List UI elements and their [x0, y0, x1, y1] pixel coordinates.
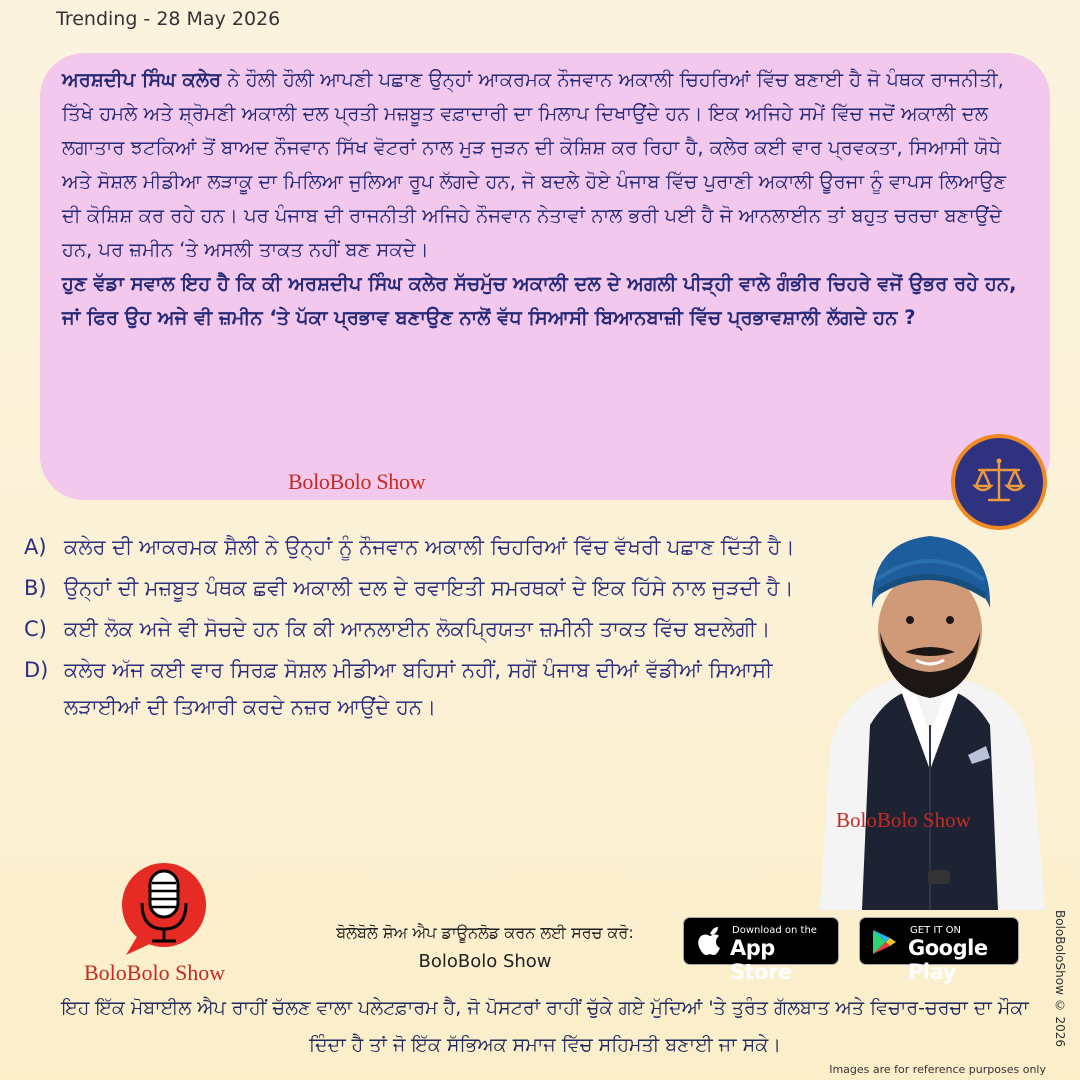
apple-icon [697, 926, 723, 956]
person-photo [800, 520, 1060, 910]
google-play-button[interactable] [859, 917, 1019, 984]
app-store-button[interactable] [683, 917, 839, 984]
option-b[interactable] [24, 570, 814, 607]
topic-badge [951, 434, 1047, 530]
google-play-small: GET IT ON [910, 925, 961, 936]
app-name: BoloBolo Show [418, 951, 552, 972]
search-prompt: ਬੋਲੋਬੋਲੋ ਸ਼ੋਅ ਐਪ ਡਾਊਨਲੋਡ ਕਰਨ ਲਈ ਸਰਚ ਕਰੋ: [336, 923, 634, 942]
answer-options [24, 529, 814, 730]
question-text [62, 63, 1030, 335]
disclaimer: Images are for reference purposes only [829, 1063, 1046, 1076]
option-d[interactable] [24, 652, 814, 726]
option-text: ਕਲੇਰ ਅੱਜ ਕਈ ਵਾਰ ਸਿਰਫ਼ ਸੋਸ਼ਲ ਮੀਡੀਆ ਬਹਿਸਾਂ ਨਹੀਂ, ਸਗੋਂ ਪੰਜਾਬ ਦੀਆਂ ਵੱਡੀਆਂ ਸਿਆਸੀ ਲੜਾਈਆਂ ਦੀ ਤਿਆਰੀ ਕਰਦੇ ਨਜ਼ਰ ਆਉਂਦੇ ਹਨ। [64, 658, 773, 719]
option-key: D) [24, 658, 49, 682]
main-question: ਹੁਣ ਵੱਡਾ ਸਵਾਲ ਇਹ ਹੈ ਕਿ ਕੀ ਅਰਸ਼ਦੀਪ ਸਿੰਘ ਕਲੇਰ ਸੱਚਮੁੱਚ ਅਕਾਲੀ ਦਲ ਦੇ ਅਗਲੀ ਪੀੜ੍ਹੀ ਵਾਲੇ ਗੰਭੀਰ ਚਿਹਰੇ ਵਜੋਂ ਉਭਰ ਰਹੇ ਹਨ, ਜਾਂ ਫਿਰ ਉਹ ਅਜੇ ਵੀ ਜ਼ਮੀਨ ‘ਤੇ ਪੱਕਾ ਪ੍ਰਭਾਵ ਬਣਾਉਣ ਨਾਲੋਂ ਵੱਧ ਸਿਆਸੀ ਬਿਆਨਬਾਜ਼ੀ ਵਿੱਚ ਪ੍ਰਭਾਵਸ਼ਾਲੀ ਲੱਗਦੇ ਹਨ ? [62, 272, 1017, 329]
option-key: B) [24, 576, 47, 600]
google-play-icon [870, 928, 898, 956]
photo-brand-watermark: BoloBolo Show [836, 808, 971, 832]
app-store-label: App Store [730, 936, 792, 984]
platform-description: ਇਹ ਇੱਕ ਮੋਬਾਈਲ ਐਪ ਰਾਹੀਂ ਚੱਲਣ ਵਾਲਾ ਪਲੇਟਫ਼ਾਰਮ ਹੈ, ਜੋ ਪੋਸਟਰਾਂ ਰਾਹੀਂ ਚੁੱਕੇ ਗਏ ਮੁੱਦਿਆਂ 'ਤੇ ਤੁਰੰਤ ਗੱਲਬਾਤ ਅਤੇ ਵਿਚਾਰ-ਚਰਚਾ ਦਾ ਮੌਕਾ ਦਿੰਦਾ ਹੈ ਤਾਂ ਜੋ ਇੱਕ ਸੱਭਿਅਕ ਸਮਾਜ ਵਿੱਚ ਸਹਿਮਤੀ ਬਣਾਈ ਜਾ ਸਕੇ। [61, 997, 1029, 1056]
download-prompt [290, 918, 680, 976]
app-store-small: Download on the [732, 925, 817, 936]
subject-name: ਅਰਸ਼ਦੀਪ ਸਿੰਘ ਕਲੇਰ [62, 68, 222, 91]
option-a[interactable] [24, 529, 814, 566]
option-text: ਕਈ ਲੋਕ ਅਜੇ ਵੀ ਸੋਚਦੇ ਹਨ ਕਿ ਕੀ ਆਨਲਾਈਨ ਲੋਕਪ੍ਰਿਯਤਾ ਜ਼ਮੀਨੀ ਤਾਕਤ ਵਿੱਚ ਬਦਲੇਗੀ। [64, 617, 771, 641]
trending-date: Trending - 28 May 2026 [56, 8, 281, 30]
microphone-icon [112, 855, 216, 959]
logo-text: BoloBolo Show [84, 960, 226, 985]
option-key: A) [24, 535, 47, 559]
option-key: C) [24, 617, 47, 641]
option-text: ਕਲੇਰ ਦੀ ਆਕਰਮਕ ਸ਼ੈਲੀ ਨੇ ਉਨ੍ਹਾਂ ਨੂੰ ਨੌਜਵਾਨ ਅਕਾਲੀ ਚਿਹਰਿਆਂ ਵਿੱਚ ਵੱਖਰੀ ਪਛਾਣ ਦਿੱਤੀ ਹੈ। [64, 535, 795, 559]
card-brand-watermark: BoloBolo Show [288, 469, 426, 494]
option-text: ਉਨ੍ਹਾਂ ਦੀ ਮਜ਼ਬੂਤ ਪੰਥਕ ਛਵੀ ਅਕਾਲੀ ਦਲ ਦੇ ਰਵਾਇਤੀ ਸਮਰਥਕਾਂ ਦੇ ਇਕ ਹਿੱਸੇ ਨਾਲ ਜੁੜਦੀ ਹੈ। [64, 576, 794, 600]
question-body: ਨੇ ਹੌਲੀ ਹੌਲੀ ਆਪਣੀ ਪਛਾਣ ਉਨ੍ਹਾਂ ਆਕਰਮਕ ਨੌਜਵਾਨ ਅਕਾਲੀ ਚਿਹਰਿਆਂ ਵਿੱਚ ਬਣਾਈ ਹੈ ਜੋ ਪੰਥਕ ਰਾਜਨੀਤੀ, ਤਿੱਖੇ ਹਮਲੇ ਅਤੇ ਸ਼੍ਰੋਮਣੀ ਅਕਾਲੀ ਦਲ ਪ੍ਰਤੀ ਮਜ਼ਬੂਤ ਵਫ਼ਾਦਾਰੀ ਦਾ ਮਿਲਾਪ ਦਿਖਾਉਂਦੇ ਹਨ। ਇਕ ਅਜਿਹੇ ਸਮੇਂ ਵਿੱਚ ਜਦੋਂ ਅਕਾਲੀ ਦਲ ਲਗਾਤਾਰ ਝਟਕਿਆਂ ਤੋਂ ਬਾਅਦ ਨੌਜਵਾਨ ਸਿੱਖ ਵੋਟਰਾਂ ਨਾਲ ਮੁੜ ਜੁੜਨ ਦੀ ਕੋਸ਼ਿਸ਼ ਕਰ ਰਿਹਾ ਹੈ, ਕਲੇਰ ਕਈ ਵਾਰ ਪ੍ਰਵਕਤਾ, ਸਿਆਸੀ ਯੋਧੇ ਅਤੇ ਸੋਸ਼ਲ ਮੀਡੀਆ ਲੜਾਕੂ ਦਾ ਮਿਲਿਆ ਜੁਲਿਆ ਰੂਪ ਲੱਗਦੇ ਹਨ, ਜੋ ਬਦਲੇ ਹੋਏ ਪੰਜਾਬ ਵਿੱਚ ਪੁਰਾਣੀ ਅਕਾਲੀ ਊਰਜਾ ਨੂੰ ਵਾਪਸ ਲਿਆਉਣ ਦੀ ਕੋਸ਼ਿਸ਼ ਕਰ ਰਹੇ ਹਨ। ਪਰ ਪੰਜਾਬ ਦੀ ਰਾਜਨੀਤੀ ਅਜਿਹੇ ਨੌਜਵਾਨ ਨੇਤਾਵਾਂ ਨਾਲ ਭਰੀ ਪਈ ਹੈ ਜੋ ਆਨਲਾਈਨ ਤਾਂ ਬਹੁਤ ਚਰਚਾ ਬਣਾਉਂਦੇ ਹਨ, ਪਰ ਜ਼ਮੀਨ ‘ਤੇ ਅਸਲੀ ਤਾਕਤ ਨਹੀਂ ਬਣ ਸਕਦੇ। [62, 68, 1007, 261]
scales-of-justice-icon [967, 450, 1031, 514]
google-play-label: Google Play [908, 936, 988, 984]
copyright: BoloBoloShow © 2026 [1053, 910, 1067, 1048]
option-c[interactable] [24, 611, 814, 648]
